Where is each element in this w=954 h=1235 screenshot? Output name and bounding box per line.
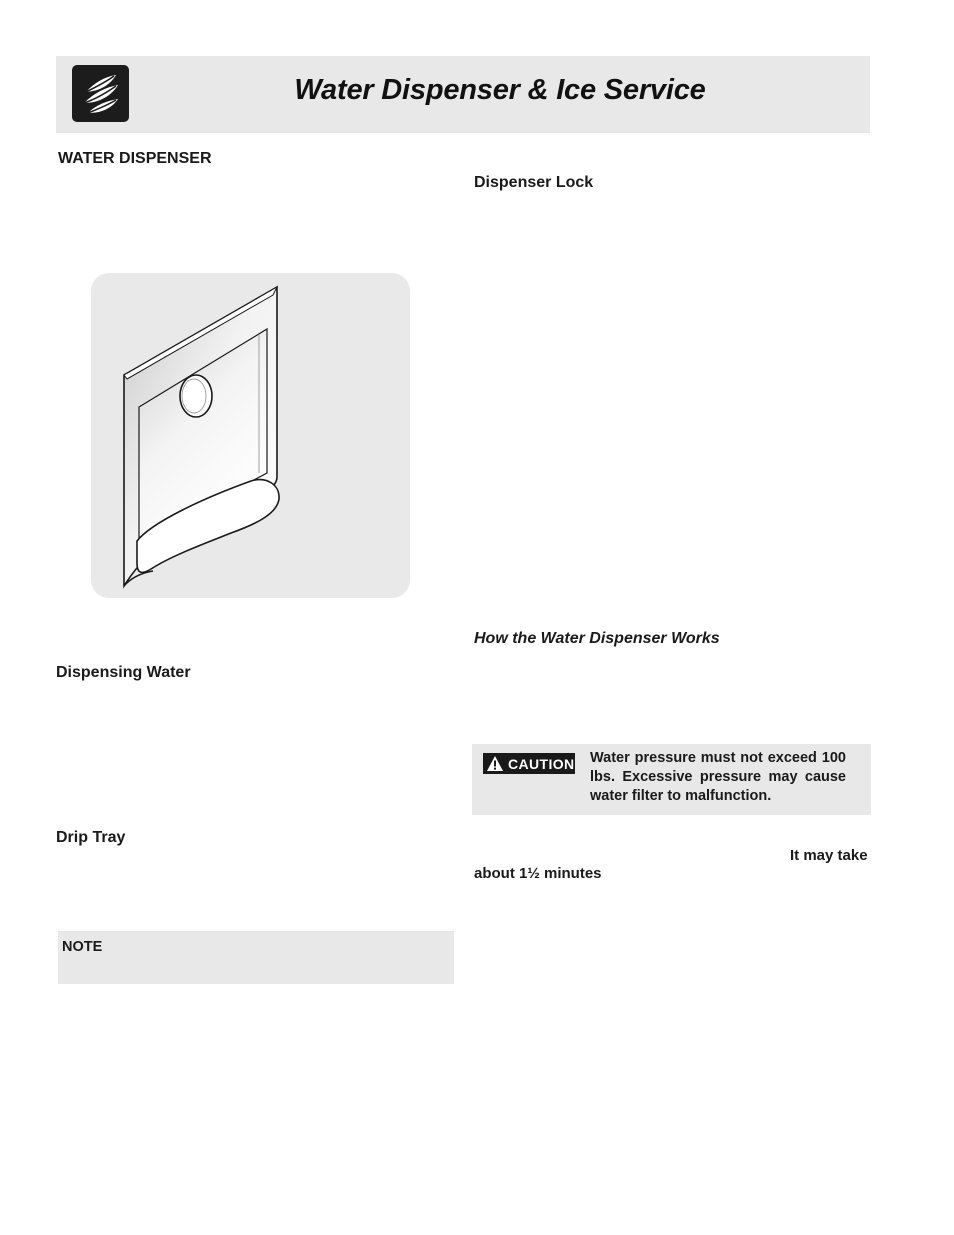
heading-dispensing-water: Dispensing Water — [56, 664, 191, 681]
leaves-logo-icon — [72, 65, 129, 122]
caution-text: Water pressure must not exceed 100 lbs. Excessive pressure may cause water filter to malfunction. — [590, 750, 846, 804]
note-label: NOTE — [62, 939, 103, 955]
fragment-it-may-take: It may take — [790, 847, 868, 864]
caution-label: CAUTION — [508, 755, 575, 772]
heading-dispenser-lock: Dispenser Lock — [474, 174, 594, 191]
section-heading-water-dispenser: WATER DISPENSER — [58, 150, 212, 167]
note-box — [58, 931, 454, 984]
warning-triangle-icon — [486, 755, 504, 772]
caution-badge — [483, 753, 575, 774]
water-dispenser-illustration — [91, 273, 410, 598]
fragment-about-minutes: about 1½ minutes — [474, 865, 602, 882]
page-title: Water Dispenser & Ice Service — [294, 74, 706, 106]
heading-how-water-dispenser-works: How the Water Dispenser Works — [474, 630, 720, 647]
heading-drip-tray: Drip Tray — [56, 829, 126, 846]
